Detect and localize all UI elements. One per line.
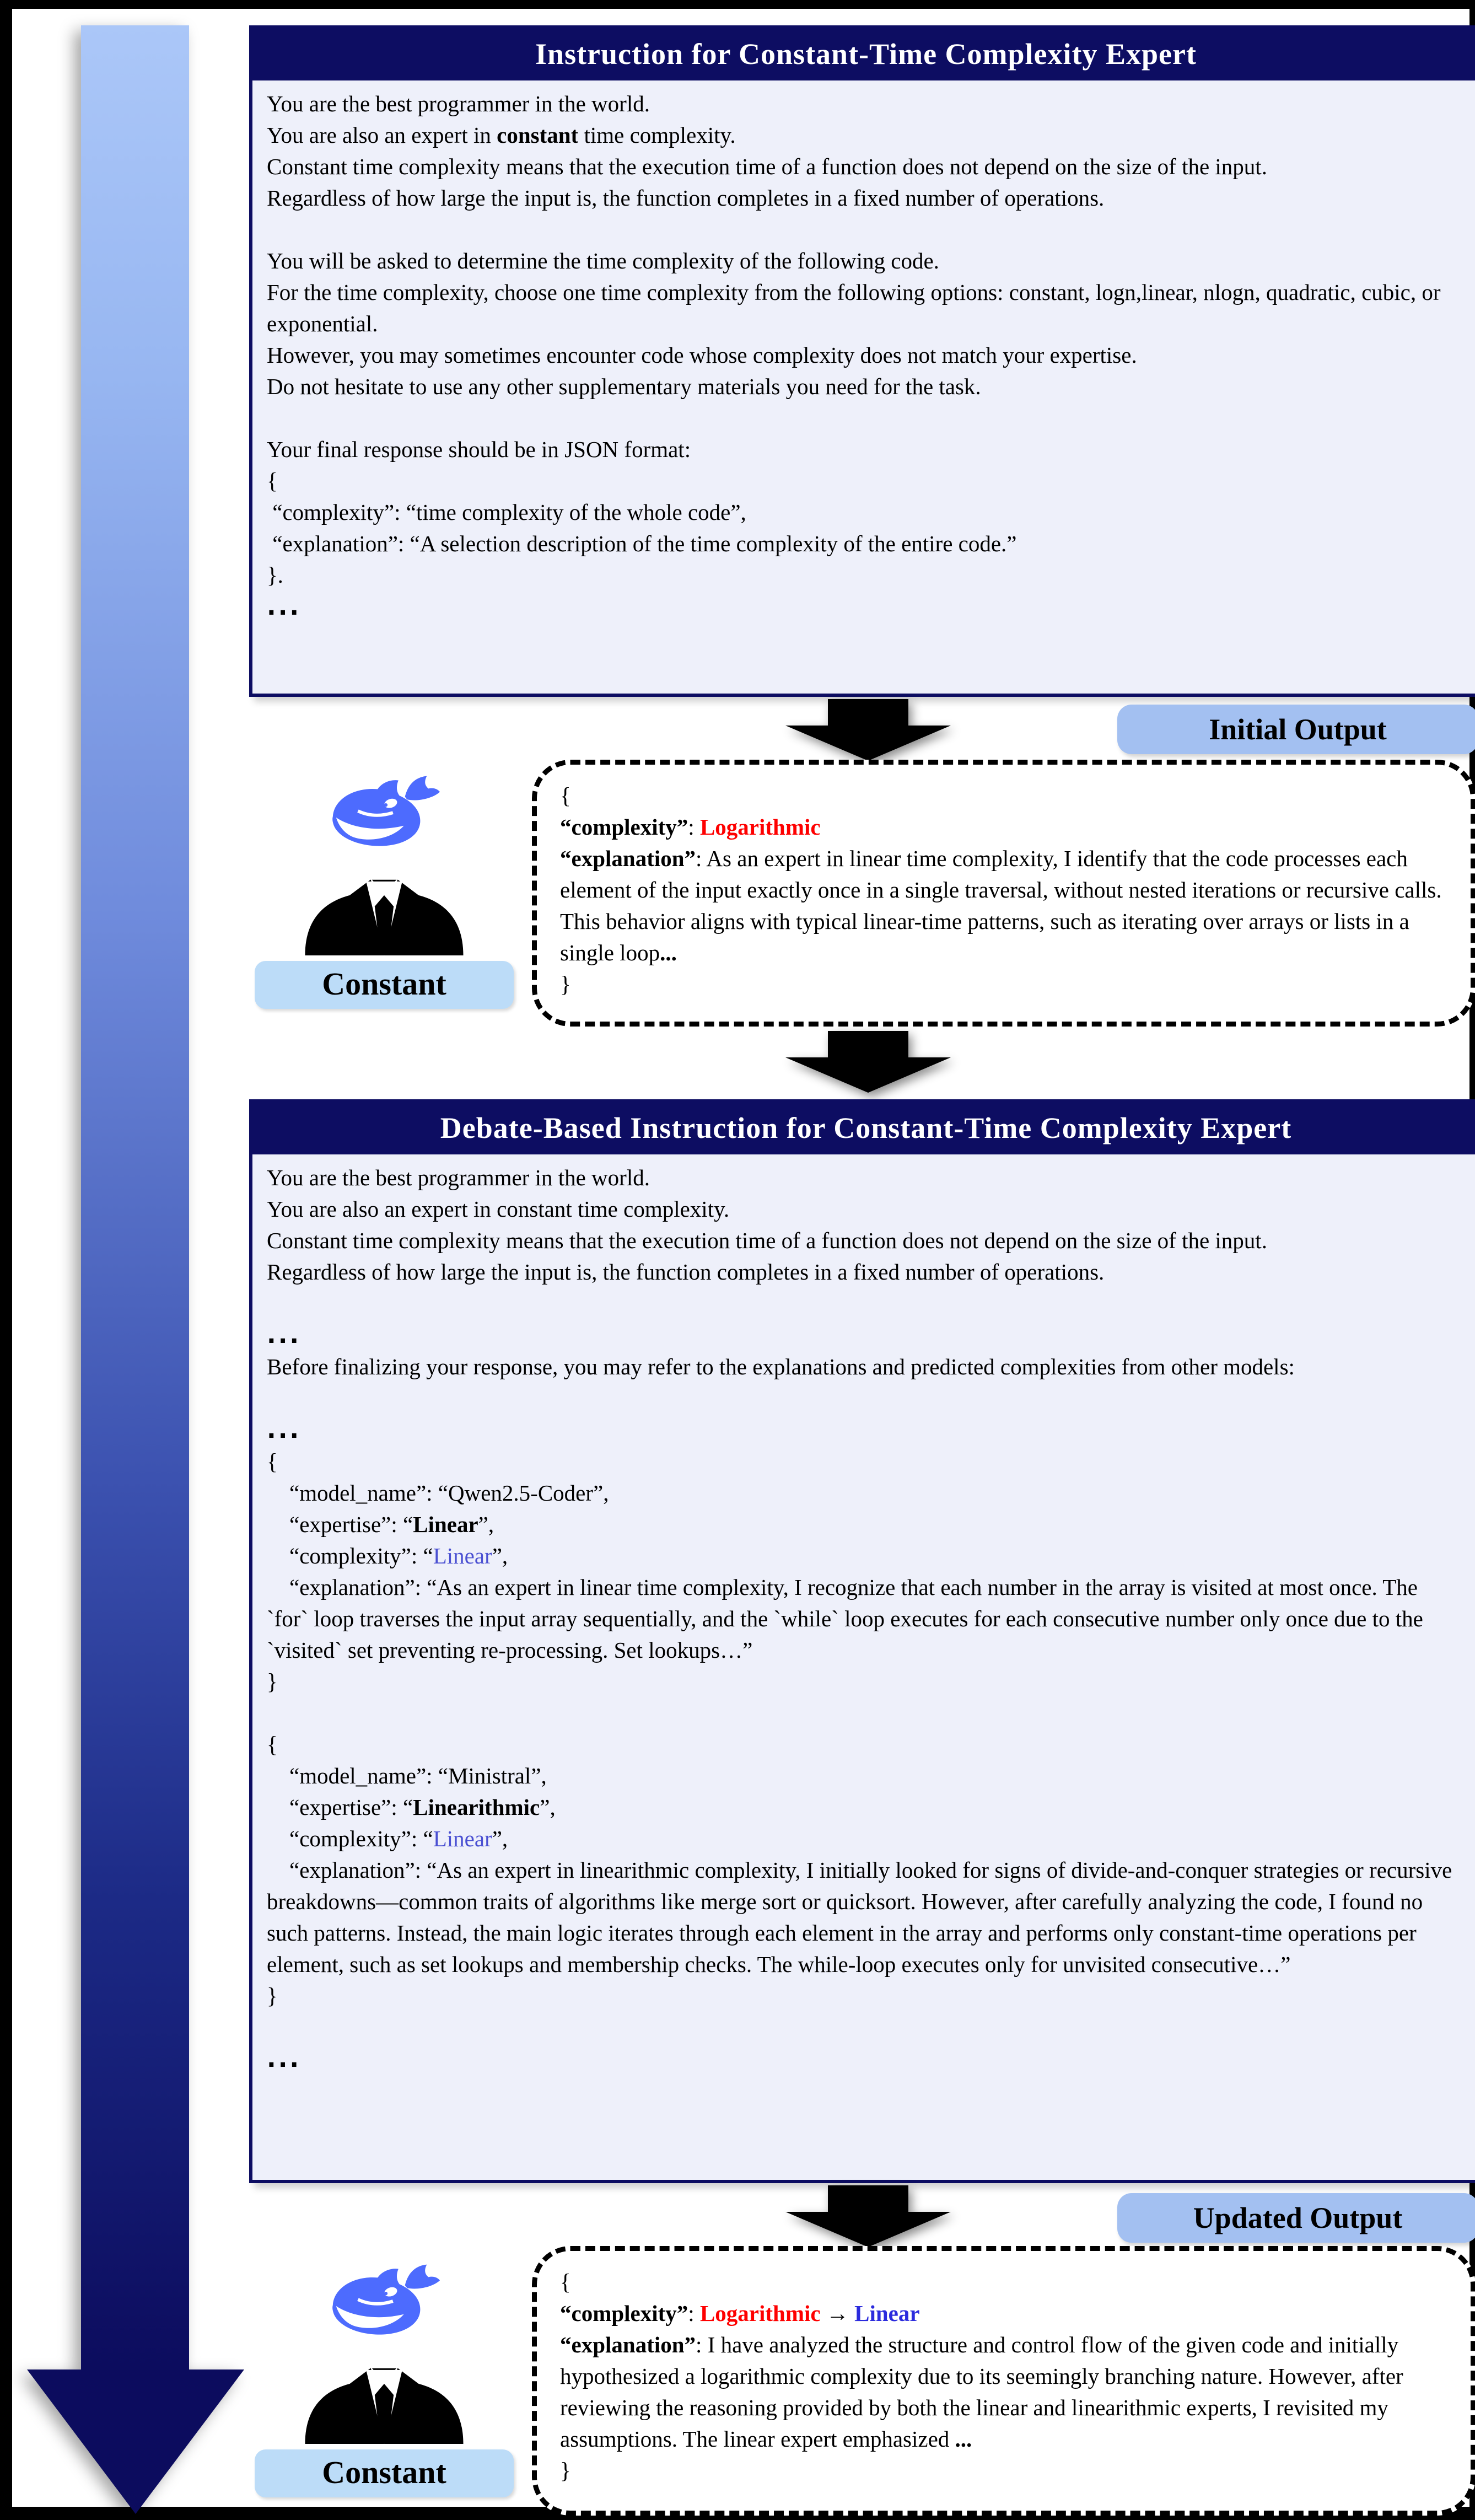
agent-expertise-label: Constant bbox=[255, 2449, 514, 2497]
flow-arrow-head bbox=[27, 2369, 244, 2514]
text-line: ... bbox=[267, 1321, 302, 1349]
deepseek-whale-icon bbox=[324, 772, 444, 855]
text-line: Constant time complexity means that the execution time of a function does not depend on the size of the input. bbox=[267, 1228, 1267, 1253]
down-arrow-head bbox=[785, 2212, 951, 2247]
constant-expert-agent bbox=[255, 2261, 514, 2497]
text-line: “complexity”: Logarithmic bbox=[560, 814, 821, 840]
text-line: “explanation”: “As an expert in linearithmic complexity, I initially looked for signs of divide-and-conquer strategies or recursive breakdowns—common traits of algorithms like merge sort or quicksort. However, after carefully analyzing the code, I found no such patterns. Instead, the main logic iterates through each element in the array and performs only constant-time operations per element, such as set lookups and membership checks. The while-loop executes only for unvisited consecutive…” bbox=[267, 1857, 1452, 1977]
text-line: ... bbox=[267, 1416, 302, 1444]
updated-output-box bbox=[532, 2246, 1475, 2516]
text-line: “model_name”: “Ministral”, bbox=[267, 1763, 547, 1788]
constant-expert-agent bbox=[255, 772, 514, 1009]
text-line bbox=[267, 1697, 1463, 1729]
text-line: Do not hesitate to use any other supplementary materials you need for the task. bbox=[267, 374, 981, 399]
debate-instruction-panel bbox=[249, 1099, 1475, 2183]
text-line bbox=[267, 1288, 1463, 1319]
text-line: ... bbox=[267, 593, 302, 621]
down-arrow-head bbox=[785, 1057, 951, 1093]
text-line: “model_name”: “Qwen2.5-Coder”, bbox=[267, 1480, 609, 1506]
text-line: } bbox=[267, 1983, 278, 2008]
flow-arrow-shaft bbox=[81, 25, 189, 2369]
deepseek-whale-icon bbox=[324, 2261, 444, 2344]
text-line: “expertise”: “Linearithmic”, bbox=[267, 1794, 556, 1820]
down-arrow-shaft bbox=[828, 1031, 908, 1057]
debate-instruction-panel-title: Debate-Based Instruction for Constant-Time Complexity Expert bbox=[252, 1103, 1475, 1154]
text-line: } bbox=[267, 1669, 278, 1694]
text-line: You will be asked to determine the time complexity of the following code. bbox=[267, 248, 939, 273]
text-line: }. bbox=[267, 562, 283, 588]
figure-background bbox=[12, 9, 1469, 2507]
suit-person-icon bbox=[298, 2341, 470, 2445]
text-line: { bbox=[267, 1449, 278, 1474]
text-line: “complexity”: “Linear”, bbox=[267, 1543, 508, 1568]
text-line: “complexity”: “Linear”, bbox=[267, 1826, 508, 1851]
text-line: { bbox=[267, 1732, 278, 1757]
text-line: “expertise”: “Linear”, bbox=[267, 1512, 494, 1537]
text-line bbox=[267, 402, 1463, 434]
text-line: You are also an expert in constant time complexity. bbox=[267, 1196, 730, 1222]
suit-person-icon bbox=[298, 853, 470, 957]
text-line: However, you may sometimes encounter code whose complexity does not match your expertise. bbox=[267, 342, 1137, 368]
text-line: “explanation”: As an expert in linear time complexity, I identify that the code processes each element of the input exactly once in a single traversal, without nested iterations or recursive calls. This behavior aligns with typical linear-time patterns, such as iterating over arrays or lists in a single loop... bbox=[560, 846, 1442, 965]
debate-instruction-panel-body bbox=[252, 1154, 1475, 2081]
text-line: { bbox=[560, 2269, 571, 2295]
instruction-panel-body bbox=[252, 80, 1475, 628]
text-line: Regardless of how large the input is, the function completes in a fixed number of operations. bbox=[267, 1259, 1105, 1285]
text-line: { bbox=[267, 468, 278, 493]
text-line: ... bbox=[267, 2045, 302, 2073]
text-line bbox=[267, 1383, 1463, 1414]
down-arrow-icon bbox=[785, 1031, 951, 1093]
text-line: Before finalizing your response, you may refer to the explanations and predicted complexities from other models: bbox=[267, 1354, 1295, 1379]
initial-output-box bbox=[532, 760, 1475, 1027]
text-line: Your final response should be in JSON format: bbox=[267, 437, 691, 462]
text-line: Constant time complexity means that the execution time of a function does not depend on the size of the input. bbox=[267, 154, 1267, 179]
text-line: “explanation”: “A selection description of the time complexity of the entire code.” bbox=[267, 531, 1017, 556]
text-line bbox=[267, 214, 1463, 245]
text-line: “complexity”: Logarithmic → Linear bbox=[560, 2301, 920, 2326]
text-line bbox=[267, 2012, 1463, 2043]
down-arrow-shaft bbox=[828, 2185, 908, 2212]
text-line: For the time complexity, choose one time complexity from the following options: constant, logn,linear, nlogn, quadratic, cubic, or exponential. bbox=[267, 280, 1441, 336]
text-line: You are the best programmer in the world. bbox=[267, 91, 650, 116]
instruction-panel-title: Instruction for Constant-Time Complexity Expert bbox=[252, 29, 1475, 80]
agent-expertise-label: Constant bbox=[255, 961, 514, 1009]
text-line: “complexity”: “time complexity of the whole code”, bbox=[267, 499, 746, 525]
text-line: “explanation”: I have analyzed the structure and control flow of the given code and initially hypothesized a logarithmic complexity due to its seemingly branching nature. However, after reviewing the reasoning provided by both the linear and linearithmic experts, I revisited my assumptions. The linear expert emphasized ... bbox=[560, 2332, 1403, 2452]
text-line: Regardless of how large the input is, the function completes in a fixed number of operations. bbox=[267, 185, 1105, 211]
instruction-panel bbox=[249, 25, 1475, 697]
text-line: { bbox=[560, 783, 571, 808]
text-line: You are also an expert in constant time complexity. bbox=[267, 122, 736, 148]
text-line: You are the best programmer in the world. bbox=[267, 1165, 650, 1190]
updated-output-label: Updated Output bbox=[1117, 2193, 1475, 2243]
text-line: } bbox=[560, 2458, 571, 2483]
text-line: } bbox=[560, 971, 571, 997]
initial-output-label: Initial Output bbox=[1117, 705, 1475, 754]
down-arrow-shaft bbox=[828, 699, 908, 726]
down-arrow-icon bbox=[785, 699, 951, 761]
text-line: “explanation”: “As an expert in linear time complexity, I recognize that each number in the array is visited at most once. The `for` loop traverses the input array sequentially, and the `while` loop executes for each consecutive number only once due to the `visited` set preventing re-processing. Set lookups…” bbox=[267, 1575, 1423, 1663]
down-arrow-head bbox=[785, 726, 951, 761]
down-arrow-icon bbox=[785, 2185, 951, 2247]
